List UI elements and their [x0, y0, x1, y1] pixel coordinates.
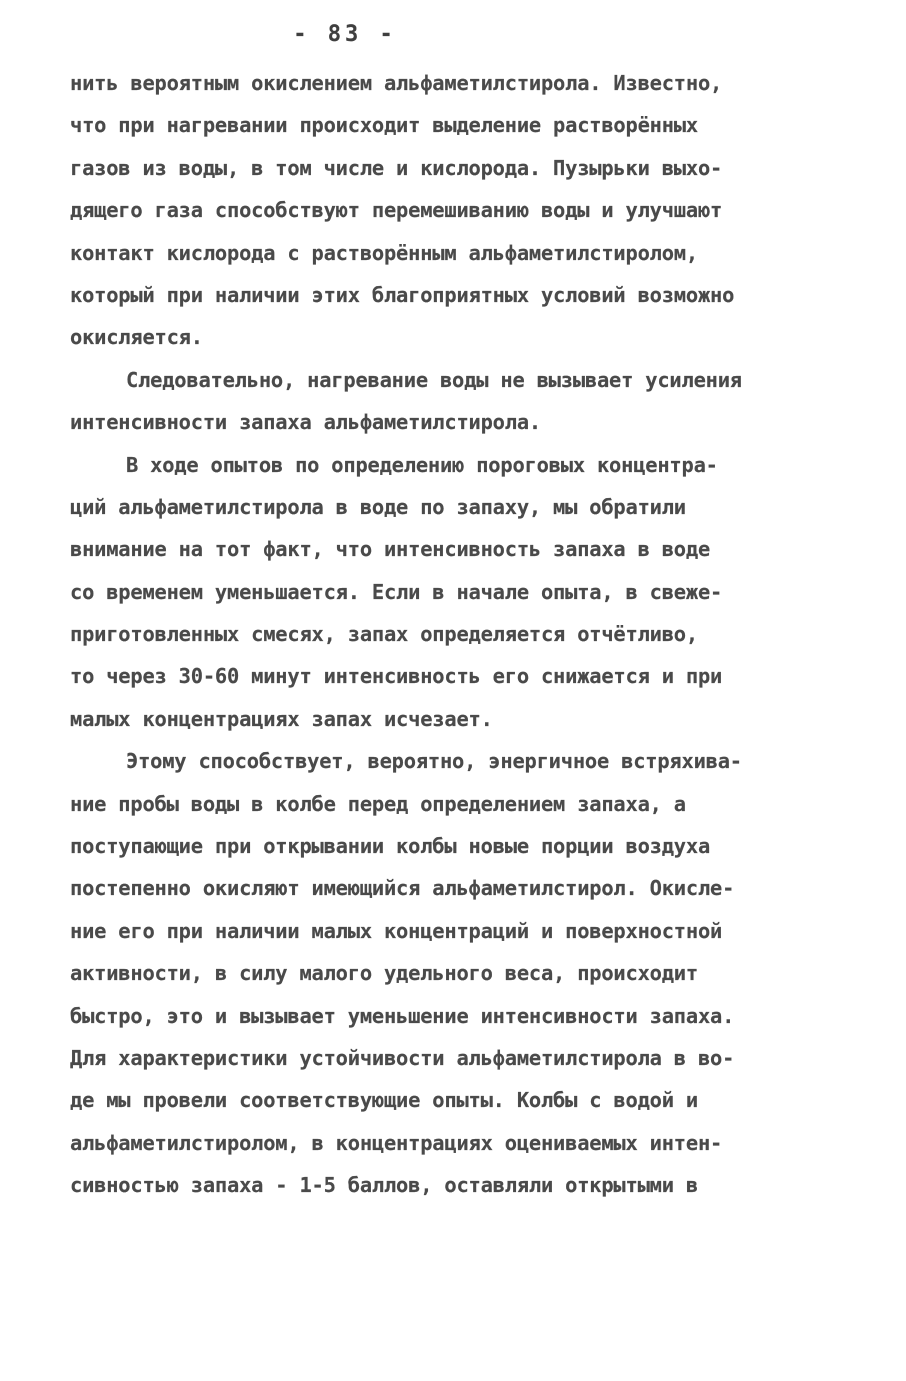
text-line: интенсивности запаха альфаметилстирола.: [70, 410, 541, 435]
page-number: - 83 -: [293, 22, 397, 47]
text-line: Этому способствует, вероятно, энергичное встряхива-: [126, 749, 742, 774]
text-line: нить вероятным окислением альфаметилстирола. Известно,: [70, 71, 723, 95]
text-line: то через 30-60 минут интенсивность его снижается и при: [70, 664, 723, 689]
text-line: В ходе опытов по определению пороговых концентра-: [126, 452, 718, 477]
text-line: поступающие при открывании колбы новые порции воздуха: [70, 834, 711, 859]
text-line: сивностью запаха - 1-5 баллов, оставляли открытыми в: [70, 1173, 698, 1198]
text-line: дящего газа способствуют перемешиванию воды и улучшают: [70, 198, 723, 223]
paragraph-4: [70, 740, 850, 1206]
body-text: [70, 62, 850, 1207]
text-line: приготовленных смесях, запах определяется отчётливо,: [70, 622, 698, 647]
text-line: который при наличии этих благоприятных условий возможно: [70, 282, 735, 307]
text-line: де мы провели соответствующие опыты. Колбы с водой и: [70, 1088, 698, 1113]
text-line: Для характеристики устойчивости альфаметилстирола в во-: [70, 1045, 735, 1070]
text-line: активности, в силу малого удельного веса, происходит: [70, 961, 698, 986]
text-line: контакт кислорода с растворённым альфаметилстиролом,: [70, 240, 698, 265]
text-line: ций альфаметилстирола в воде по запаху, мы обратили: [70, 494, 686, 519]
text-line: окисляется.: [70, 325, 203, 350]
text-line: внимание на тот факт, что интенсивность запаха в воде: [70, 537, 711, 562]
text-line: постепенно окисляют имеющийся альфаметилстирол. Окисле-: [70, 876, 735, 901]
text-line: альфаметилстиролом, в концентрациях оцениваемых интен-: [70, 1130, 723, 1155]
text-line: Следовательно, нагревание воды не вызывает усиления: [126, 367, 742, 392]
text-line: газов из воды, в том числе и кислорода. Пузырьки выхо-: [70, 155, 723, 180]
text-line: ние пробы воды в колбе перед определением запаха, а: [70, 791, 686, 816]
paragraph-1: [70, 62, 850, 359]
paragraph-3: [70, 444, 850, 741]
text-line: со временем уменьшается. Если в начале опыта, в свеже-: [70, 579, 723, 604]
text-line: что при нагревании происходит выделение растворённых: [70, 113, 698, 138]
text-line: быстро, это и вызывает уменьшение интенсивности запаха.: [70, 1003, 735, 1028]
text-line: ние его при наличии малых концентраций и поверхностной: [70, 918, 723, 943]
paragraph-2: [70, 359, 850, 444]
text-line: малых концентрациях запах исчезает.: [70, 706, 493, 731]
